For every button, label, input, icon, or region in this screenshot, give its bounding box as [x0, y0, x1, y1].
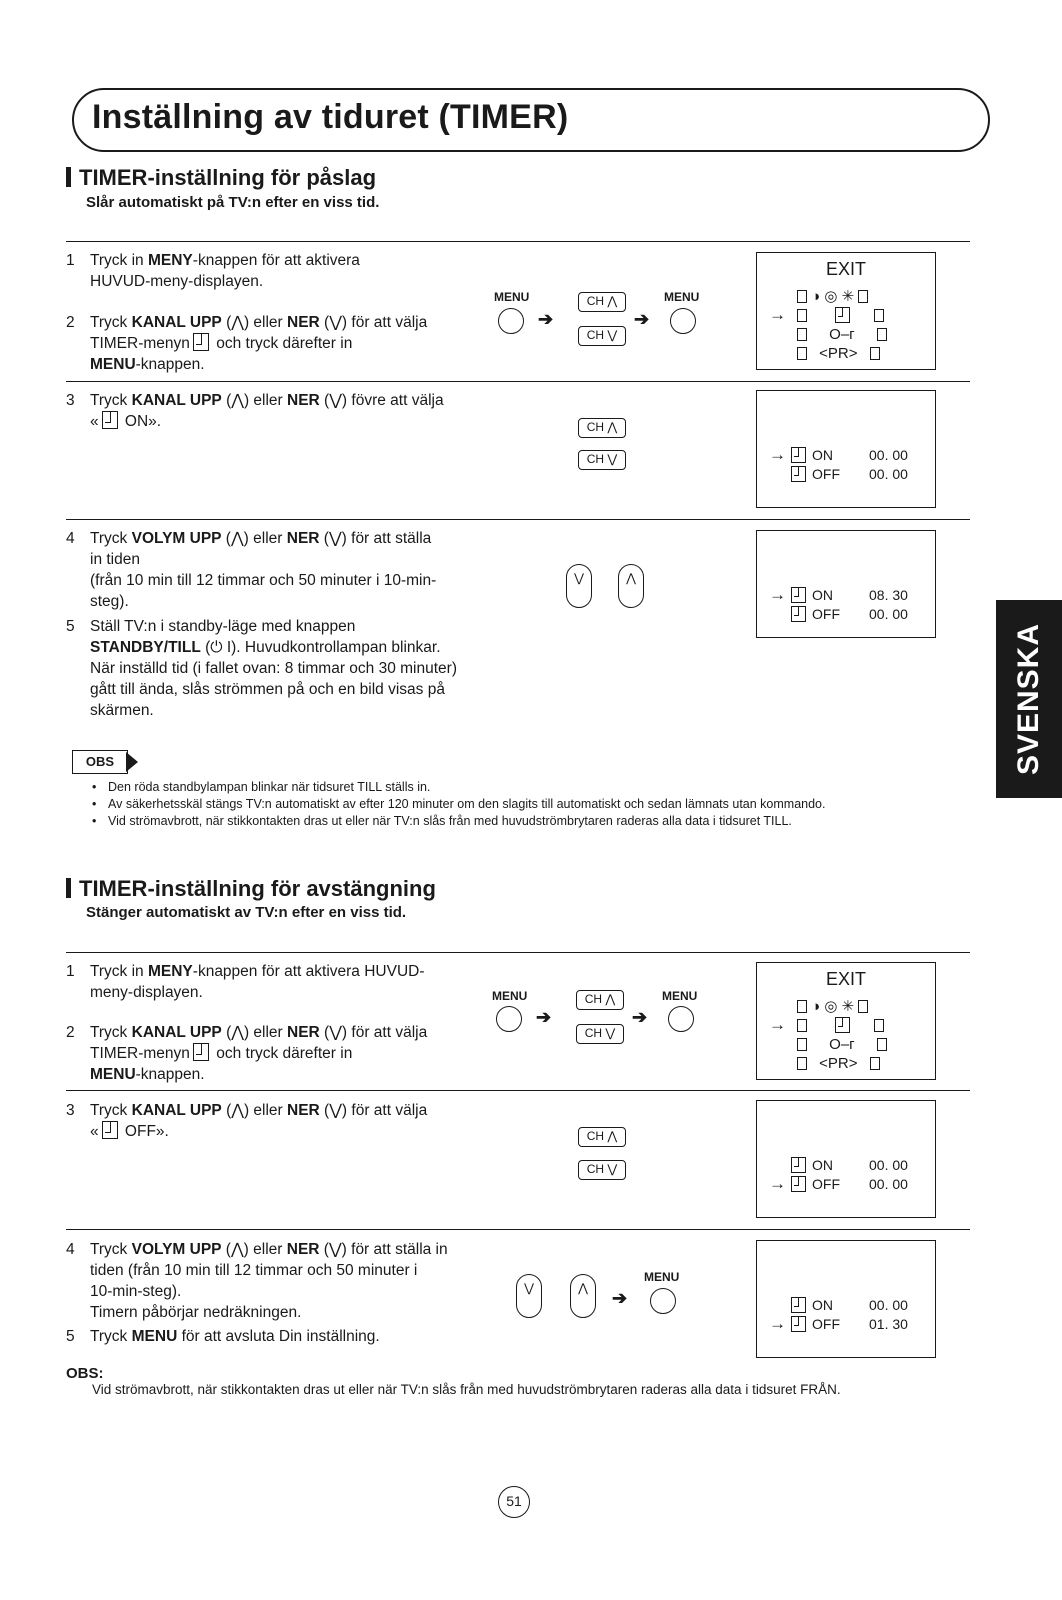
s2-step-3	[66, 1100, 496, 1142]
divider	[66, 952, 970, 953]
osd-exit-label: EXIT	[825, 259, 866, 279]
step-line	[90, 333, 496, 354]
menu-label: MENU	[662, 989, 698, 1003]
obs-pointer-icon	[126, 752, 138, 772]
timer-icon	[835, 1017, 850, 1033]
off-label: OFF	[812, 1316, 840, 1332]
step-line	[90, 1022, 496, 1043]
timer-icon	[791, 1176, 806, 1192]
text: (⋁) för att ställa	[319, 530, 432, 547]
step-line	[90, 1121, 496, 1142]
timer-icon	[193, 1043, 209, 1061]
square-icon	[858, 290, 868, 303]
section1-heading	[66, 165, 376, 191]
text: TIMER-menyn	[90, 335, 190, 352]
osd-row	[797, 345, 880, 362]
s1-step-5	[66, 616, 496, 721]
osd-row	[797, 1055, 880, 1072]
pr-label: <PR>	[819, 345, 858, 362]
square-icon	[870, 347, 880, 360]
on-label: ON	[812, 1157, 833, 1173]
key-icon: O‒ᴦ	[829, 1036, 855, 1053]
step-line	[90, 528, 496, 549]
text: (⋀) eller	[221, 530, 287, 547]
menu-label: MENU	[492, 989, 528, 1003]
divider	[66, 1229, 970, 1230]
language-tab-label: SVENSKA	[1012, 622, 1045, 776]
off-value: 01. 30	[869, 1316, 908, 1332]
key-term: KANAL UPP	[131, 1102, 222, 1119]
selection-arrow-icon: →	[769, 585, 786, 604]
off-label: OFF	[812, 1176, 840, 1192]
on-label: ON	[812, 447, 833, 463]
key-term: VOLYM UPP	[131, 530, 222, 547]
step-line	[90, 390, 496, 411]
selection-arrow-icon: →	[769, 1015, 786, 1034]
step-body	[90, 250, 496, 292]
text: och tryck därefter in	[211, 335, 353, 352]
osd-row	[797, 326, 887, 343]
text: (⋁) för att välja	[319, 1102, 428, 1119]
timer-icon	[791, 1157, 806, 1173]
ch-up-button[interactable]: CH ⋀	[576, 990, 624, 1010]
step-line	[90, 1043, 496, 1064]
heading-bar	[66, 878, 71, 898]
menu-label: MENU	[644, 1270, 680, 1284]
osd-row	[797, 1036, 887, 1053]
picture-sound-icons: ◑ ◎ ✳	[811, 288, 855, 305]
step-line	[90, 1100, 496, 1121]
text: Tryck	[90, 392, 132, 409]
obs-notes	[92, 779, 972, 830]
key-term: MENY	[147, 252, 193, 269]
key-term: NER	[286, 1241, 320, 1258]
timer-off-icon	[102, 1121, 118, 1139]
step-line: Ställ TV:n i standby-läge med knappen	[90, 618, 356, 635]
text: -knappen.	[135, 1066, 205, 1083]
menu-button[interactable]	[496, 1006, 522, 1032]
step-line	[90, 354, 496, 375]
menu-button[interactable]	[670, 308, 696, 334]
key-term: NER	[287, 392, 320, 409]
off-label: OFF	[812, 606, 840, 622]
key-icon: O‒ᴦ	[829, 326, 855, 343]
step-number: 4	[66, 530, 75, 547]
square-icon	[797, 309, 807, 322]
on-label: ON	[812, 1297, 833, 1313]
obs-note: Vid strömavbrott, när stikkontakten dras ut eller när TV:n slås från med huvudströmbrytaren raderas alla data i tidsuret FRÅN.	[92, 1382, 841, 1397]
text: Tryck	[90, 1024, 132, 1041]
volume-up-button[interactable]: ⋀	[618, 564, 644, 608]
square-icon	[797, 290, 807, 303]
arrow-right-icon: ➔	[536, 1007, 552, 1027]
step-line: 10-min-steg).	[90, 1283, 182, 1300]
text: «	[90, 1123, 99, 1140]
arrow-right-icon: ➔	[538, 309, 554, 329]
timer-icon	[791, 587, 806, 603]
step-number: 4	[66, 1241, 75, 1258]
step-line	[90, 250, 496, 271]
note-item: • Vid strömavbrott, när stikkontakten dras ut eller när TV:n slås från med huvudströmbrytaren raderas alla data i tidsuret TILL.	[92, 813, 972, 830]
on-value: 00. 00	[869, 1297, 908, 1313]
square-icon	[797, 347, 807, 360]
text: ON».	[120, 413, 162, 430]
osd-timer-on-row	[791, 1157, 908, 1173]
osd-timer-on-select	[756, 390, 936, 508]
step-line	[90, 1239, 496, 1260]
text: (⋀) eller	[221, 392, 288, 409]
osd-timer-on-row	[791, 447, 908, 463]
arrow-right-icon: ➔	[612, 1288, 628, 1308]
s1-step-1	[66, 250, 496, 292]
step-line: (från 10 min till 12 timmar och 50 minuter i 10-min-	[90, 572, 437, 589]
timer-icon	[791, 606, 806, 622]
timer-icon	[791, 1316, 806, 1332]
step-line: HUVUD-meny-displayen.	[90, 273, 264, 290]
step-number: 3	[66, 392, 75, 409]
step-number: 3	[66, 1102, 75, 1119]
key-term: MENU	[90, 356, 136, 373]
osd-timer-off-row	[791, 606, 908, 622]
ch-up-button[interactable]: CH ⋀	[578, 418, 626, 438]
step-number: 2	[66, 1024, 75, 1041]
step-line	[90, 1326, 496, 1347]
step-body	[90, 961, 496, 1003]
page-title: Inställning av tiduret (TIMER)	[92, 98, 569, 136]
ch-up-button[interactable]: CH ⋀	[578, 1127, 626, 1147]
text: Tryck	[90, 314, 132, 331]
on-value: 00. 00	[869, 1157, 908, 1173]
text: (⋁) för att välja	[319, 1024, 428, 1041]
obs-label: OBS:	[66, 1365, 104, 1382]
text: (⋀) eller	[221, 1241, 287, 1258]
square-icon	[858, 1000, 868, 1013]
osd-row	[797, 307, 884, 324]
square-icon	[874, 1019, 884, 1032]
osd-timer-on-row	[791, 1297, 908, 1313]
text: Tryck	[90, 530, 132, 547]
s2-step-2	[66, 1022, 496, 1085]
menu-button[interactable]	[650, 1288, 676, 1314]
step-line	[90, 961, 496, 982]
step-body	[90, 1022, 496, 1085]
s2-step-4	[66, 1239, 496, 1323]
step-number: 5	[66, 1328, 75, 1345]
text: -knappen för att aktivera HUVUD-	[192, 963, 425, 980]
on-value: 00. 00	[869, 447, 908, 463]
text: TIMER-menyn	[90, 1045, 190, 1062]
arrow-right-icon: ➔	[634, 309, 650, 329]
ch-down-button[interactable]: CH ⋁	[576, 1024, 624, 1044]
selection-arrow-icon: →	[769, 1314, 786, 1333]
section2-subheading: Stänger automatiskt av TV:n efter en viss tid.	[86, 904, 407, 921]
key-term: KANAL UPP	[131, 1024, 222, 1041]
off-label: OFF	[812, 466, 840, 482]
heading-bar	[66, 167, 71, 187]
text: Tryck in	[90, 252, 148, 269]
key-term: MENU	[90, 1066, 136, 1083]
text: för att avsluta Din inställning.	[177, 1328, 380, 1345]
key-term: VOLYM UPP	[131, 1241, 222, 1258]
key-term: NER	[287, 1102, 320, 1119]
on-label: ON	[812, 587, 833, 603]
timer-icon	[791, 466, 806, 482]
osd-row	[797, 1017, 884, 1034]
step-line	[90, 1064, 496, 1085]
osd-row	[797, 287, 868, 305]
text: Tryck	[90, 1102, 132, 1119]
square-icon	[797, 1000, 807, 1013]
volume-up-button[interactable]: ⋀	[570, 1274, 596, 1318]
text: -knappen.	[135, 356, 205, 373]
key-term: KANAL UPP	[131, 392, 222, 409]
text: (⋁) fövre att välja	[319, 392, 444, 409]
timer-icon	[791, 1297, 806, 1313]
step-number: 1	[66, 252, 75, 269]
osd-timer-off-select	[756, 1100, 936, 1218]
off-value: 00. 00	[869, 466, 908, 482]
osd-row	[797, 997, 868, 1015]
key-term: KANAL UPP	[131, 314, 222, 331]
divider	[66, 381, 970, 382]
step-line: meny-displayen.	[90, 984, 203, 1001]
step-body	[90, 1239, 496, 1323]
note-item: • Av säkerhetsskäl stängs TV:n automatiskt av efter 120 minuter om den slagits till automatiskt och sedan lämnats utan kommando.	[92, 796, 972, 813]
text: (⋀) eller	[221, 314, 288, 331]
text: OFF».	[120, 1123, 169, 1140]
step-body	[90, 312, 496, 375]
key-term: MENY	[147, 963, 193, 980]
ch-down-button[interactable]: CH ⋁	[578, 450, 626, 470]
key-term: NER	[287, 314, 320, 331]
text: och tryck därefter in	[211, 1045, 353, 1062]
text: (⏻ I). Huvudkontrollampan blinkar.	[200, 639, 441, 656]
osd-timer-off-row	[791, 1316, 908, 1332]
on-value: 08. 30	[869, 587, 908, 603]
pr-label: <PR>	[819, 1055, 858, 1072]
square-icon	[797, 328, 807, 341]
menu-button[interactable]	[498, 308, 524, 334]
square-icon	[797, 1057, 807, 1070]
step-body	[90, 390, 496, 432]
square-icon	[877, 1038, 887, 1051]
note-item: • Den röda standbylampan blinkar när tidsuret TILL ställs in.	[92, 779, 972, 796]
divider	[66, 519, 970, 520]
square-icon	[877, 328, 887, 341]
text: (⋀) eller	[221, 1024, 288, 1041]
step-line: gått till ända, slås strömmen på och en bild visas på	[90, 681, 445, 698]
obs-badge: OBS	[72, 750, 128, 774]
key-term: STANDBY/TILL	[90, 639, 201, 656]
text: «	[90, 413, 99, 430]
selection-arrow-icon: →	[769, 1174, 786, 1193]
selection-arrow-icon: →	[769, 445, 786, 464]
osd-timer-on-set	[756, 530, 936, 638]
s2-step-5	[66, 1326, 496, 1347]
volume-down-button[interactable]: ⋁	[516, 1274, 542, 1318]
square-icon	[797, 1019, 807, 1032]
page-number: 51	[498, 1486, 530, 1518]
picture-sound-icons: ◑ ◎ ✳	[811, 998, 855, 1015]
key-term: MENU	[131, 1328, 178, 1345]
language-tab	[996, 600, 1062, 798]
menu-button[interactable]	[668, 1006, 694, 1032]
text: Tryck	[90, 1241, 132, 1258]
s2-step-1	[66, 961, 496, 1003]
timer-icon	[835, 307, 850, 323]
volume-down-button[interactable]: ⋁	[566, 564, 592, 608]
step-number: 5	[66, 618, 75, 635]
step-line: Timern påbörjar nedräkningen.	[90, 1304, 302, 1321]
step-number: 1	[66, 963, 75, 980]
key-term: NER	[287, 1024, 320, 1041]
square-icon	[874, 309, 884, 322]
text: (⋁) för att välja	[319, 314, 428, 331]
osd-timer-off-row	[791, 1176, 908, 1192]
ch-down-button[interactable]: CH ⋁	[578, 1160, 626, 1180]
step-body	[90, 1100, 496, 1142]
step-line: skärmen.	[90, 702, 154, 719]
osd-exit-label: EXIT	[825, 969, 866, 989]
text: Tryck	[90, 1328, 132, 1345]
osd-timer-off-row	[791, 466, 908, 482]
section1-heading-text: TIMER-inställning för påslag	[79, 165, 377, 190]
timer-on-icon	[102, 411, 118, 429]
menu-label: MENU	[664, 290, 700, 304]
osd-main-menu	[756, 252, 936, 370]
key-term: NER	[286, 530, 320, 547]
text: Tryck in	[90, 963, 148, 980]
ch-down-button[interactable]: CH ⋁	[578, 326, 626, 346]
step-line	[90, 637, 496, 658]
selection-arrow-icon: →	[769, 305, 786, 324]
off-value: 00. 00	[869, 1176, 908, 1192]
off-value: 00. 00	[869, 606, 908, 622]
arrow-right-icon: ➔	[632, 1007, 648, 1027]
step-line	[90, 411, 496, 432]
osd-timer-on-row	[791, 587, 908, 603]
timer-icon	[791, 447, 806, 463]
step-line: steg).	[90, 593, 129, 610]
square-icon	[870, 1057, 880, 1070]
step-line	[90, 312, 496, 333]
text: (⋁) för att ställa in	[319, 1241, 448, 1258]
menu-label: MENU	[494, 290, 530, 304]
divider	[66, 241, 970, 242]
section1-subheading: Slår automatiskt på TV:n efter en viss tid.	[86, 194, 380, 211]
divider	[66, 1090, 970, 1091]
step-line: in tiden	[90, 551, 140, 568]
step-number: 2	[66, 314, 75, 331]
text: -knappen för att aktivera	[192, 252, 360, 269]
osd-main-menu	[756, 962, 936, 1080]
section2-heading	[66, 876, 436, 902]
timer-icon	[193, 333, 209, 351]
ch-up-button[interactable]: CH ⋀	[578, 292, 626, 312]
s1-step-4	[66, 528, 496, 612]
step-line: tiden (från 10 min till 12 timmar och 50 minuter i	[90, 1262, 418, 1279]
step-body	[90, 1326, 496, 1347]
s1-step-2	[66, 312, 496, 375]
step-body	[90, 616, 496, 721]
text: (⋀) eller	[221, 1102, 288, 1119]
s1-step-3	[66, 390, 496, 432]
step-line: När inställd tid (i fallet ovan: 8 timmar och 30 minuter)	[90, 660, 457, 677]
section2-heading-text: TIMER-inställning för avstängning	[79, 876, 436, 901]
square-icon	[797, 1038, 807, 1051]
osd-timer-off-set	[756, 1240, 936, 1358]
step-body	[90, 528, 496, 612]
